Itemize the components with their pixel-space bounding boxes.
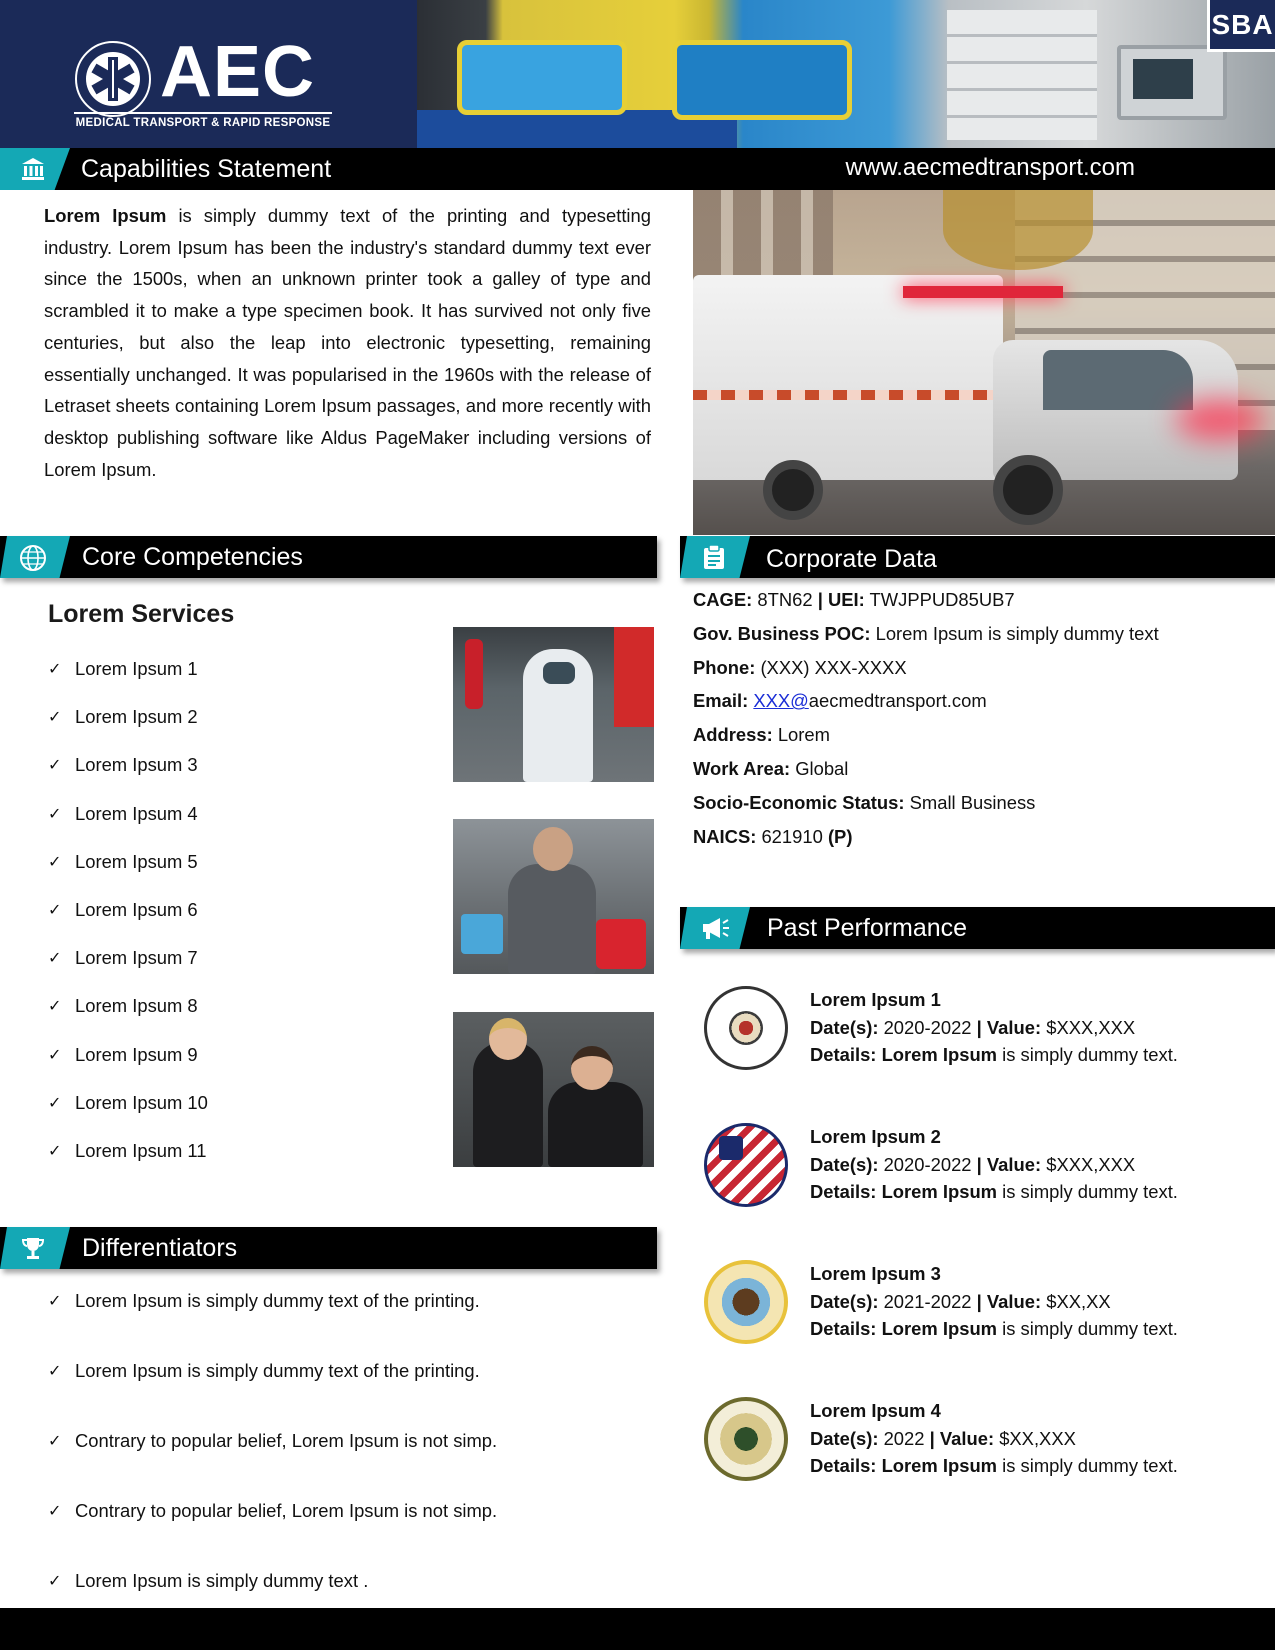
title-bar — [0, 148, 1275, 190]
agency-seal-icon — [704, 1260, 788, 1344]
corporate-data-header — [680, 536, 1275, 578]
services-subheading: Lorem Services — [48, 600, 235, 628]
phone-row: Phone: (XXX) XXX-XXXX — [693, 656, 907, 678]
list-item: ✓ Lorem Ipsum is simply dummy text of the printing. — [48, 1287, 497, 1357]
status-row: Socio-Economic Status: Small Business — [693, 791, 1036, 813]
agency-seal-icon — [704, 1123, 788, 1207]
past-performance-item: Lorem Ipsum 1 Date(s): 2020-2022 | Value: $XXX,XXX Details: Lorem Ipsum is simply dummy text. — [704, 986, 1264, 1081]
checkmark-icon: ✓ — [48, 803, 62, 823]
checkmark-icon: ✓ — [48, 1361, 62, 1380]
differentiators-header — [0, 1227, 657, 1269]
project-title: Lorem Ipsum 1 — [810, 989, 941, 1010]
megaphone-icon — [700, 915, 730, 941]
crew-photo — [453, 1012, 654, 1167]
services-list — [48, 655, 208, 1185]
list-item: ✓ Lorem Ipsum 1 — [48, 655, 208, 703]
list-item: ✓ Lorem Ipsum 11 — [48, 1137, 208, 1185]
poc-row: Gov. Business POC: Lorem Ipsum is simply dummy text — [693, 622, 1159, 644]
ambulance-photo — [693, 190, 1275, 535]
list-item: ✓ Lorem Ipsum 7 — [48, 944, 208, 992]
paramedic-photo — [453, 819, 654, 974]
project-title: Lorem Ipsum 4 — [810, 1400, 941, 1421]
checkmark-icon: ✓ — [48, 1571, 62, 1590]
section-title: Corporate Data — [766, 545, 937, 573]
list-item: ✓ Lorem Ipsum 6 — [48, 896, 208, 944]
past-performance-item: Lorem Ipsum 4 Date(s): 2022 | Value: $XX,XXX Details: Lorem Ipsum is simply dummy text. — [704, 1397, 1264, 1492]
clipboard-icon — [702, 544, 726, 570]
email-row: Email: XXX@aecmedtransport.com — [693, 690, 987, 712]
core-competencies-header — [0, 536, 657, 578]
star-of-life-emblem-icon — [74, 40, 152, 118]
list-item: ✓ Lorem Ipsum 8 — [48, 992, 208, 1040]
intro-paragraph — [44, 200, 651, 485]
list-item: ✓ Lorem Ipsum 4 — [48, 800, 208, 848]
page-title: Capabilities Statement — [81, 155, 332, 183]
list-item: ✓ Lorem Ipsum is simply dummy text . — [48, 1567, 497, 1637]
checkmark-icon: ✓ — [48, 659, 62, 678]
agency-seal-icon — [704, 1397, 788, 1481]
checkmark-icon: ✓ — [48, 1044, 62, 1064]
project-title: Lorem Ipsum 3 — [810, 1263, 941, 1284]
list-item: ✓ Lorem Ipsum is simply dummy text of the printing. — [48, 1357, 497, 1427]
corporate-data-list — [693, 586, 1159, 856]
past-performance-item: Lorem Ipsum 2 Date(s): 2020-2022 | Value: $XXX,XXX Details: Lorem Ipsum is simply dummy text. — [704, 1123, 1264, 1218]
logo-panel — [0, 0, 417, 148]
checkmark-icon: ✓ — [48, 899, 62, 919]
project-title: Lorem Ipsum 2 — [810, 1126, 941, 1147]
section-title: Differentiators — [82, 1234, 238, 1262]
trophy-icon — [20, 1235, 46, 1261]
ambulance-interior-photo — [417, 0, 1275, 148]
logo-wordmark: AEC — [160, 32, 316, 112]
logo-tagline: MEDICAL TRANSPORT & RAPID RESPONSE — [74, 112, 332, 132]
checkmark-icon: ✓ — [48, 755, 62, 775]
checkmark-icon: ✓ — [48, 707, 62, 727]
naics-row: NAICS: 621910 (P) — [693, 825, 853, 847]
checkmark-icon: ✓ — [48, 948, 62, 968]
list-item: ✓ Lorem Ipsum 9 — [48, 1041, 208, 1089]
checkmark-icon: ✓ — [48, 1092, 62, 1112]
checkmark-icon: ✓ — [48, 851, 62, 871]
address-row: Address: Lorem — [693, 724, 830, 746]
protective-suit-photo — [453, 627, 654, 782]
email-link[interactable]: XXX@ — [753, 690, 809, 712]
government-building-icon — [20, 156, 46, 182]
list-item: ✓ Lorem Ipsum 5 — [48, 848, 208, 896]
list-item: ✓ Contrary to popular belief, Lorem Ipsum is not simp. — [48, 1497, 497, 1567]
checkmark-icon: ✓ — [48, 1501, 62, 1520]
list-item: ✓ Lorem Ipsum 10 — [48, 1089, 208, 1137]
work-area-row: Work Area: Global — [693, 757, 849, 779]
checkmark-icon: ✓ — [48, 996, 62, 1016]
checkmark-icon: ✓ — [48, 1431, 62, 1450]
cage-uei-row: CAGE: 8TN62 | UEI: TWJPPUD85UB7 — [693, 589, 1015, 610]
section-title: Past Performance — [767, 914, 968, 942]
past-performance-item: Lorem Ipsum 3 Date(s): 2021-2022 | Value: $XX,XX Details: Lorem Ipsum is simply dummy text. — [704, 1260, 1264, 1355]
list-item: ✓ Lorem Ipsum 2 — [48, 703, 208, 751]
differentiators-list — [48, 1287, 497, 1637]
agency-seal-icon — [704, 986, 788, 1070]
footer-bar — [0, 1608, 1275, 1650]
checkmark-icon: ✓ — [48, 1291, 62, 1310]
globe-icon — [19, 544, 47, 572]
sba-logo: SBA — [1207, 0, 1275, 52]
list-item: ✓ Contrary to popular belief, Lorem Ipsum is not simp. — [48, 1427, 497, 1497]
section-title: Core Competencies — [82, 543, 303, 571]
intro-body: is simply dummy text of the printing and typesetting industry. Lorem Ipsum has been the industry's standard dummy text ever since the 1500s, when an unknown printer took a galley of type and scrambled it to make a type specimen book. It has survived not only five centuries, but also the leap into electronic typesetting, remaining essentially unchanged. It was popularised in the 1960s with the release of Letraset sheets containing Lorem Ipsum passages, and more recently with desktop publishing software like Aldus PageMaker including versions of Lorem Ipsum. — [44, 205, 651, 480]
website-url[interactable]: www.aecmedtransport.com — [845, 154, 1135, 181]
past-performance-header — [680, 907, 1275, 949]
checkmark-icon: ✓ — [48, 1140, 62, 1160]
list-item: ✓ Lorem Ipsum 3 — [48, 751, 208, 799]
intro-lead: Lorem Ipsum — [44, 205, 167, 226]
